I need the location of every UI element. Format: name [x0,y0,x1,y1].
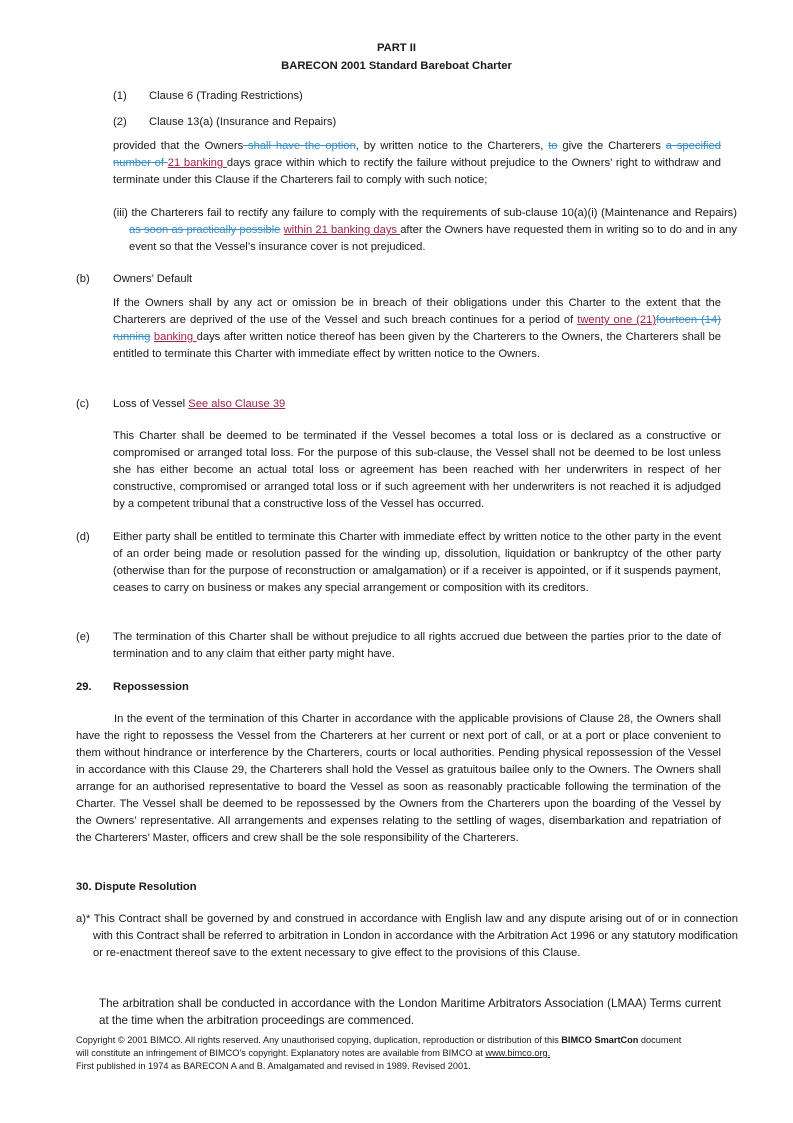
clause-29-body: In the event of the termination of this Charter in accordance with the applicable provisions of Clause 28, the Owners shall have the right to repossess the Vessel from the Charterers at her current or next port of call, or at a port or place convenient to them without hindrance or interference by the Charterers, courts or local authorities. Pending physical repossession of the Vessel in accordance with this Clause 29, the Charterers shall hold the Vessel as gratuitous bailee only to the Owners. The Owners shall arrange for an authorised representative to board the Vessel as soon as reasonably practicable following the termination of the Charter. The Vessel shall be deemed to be repossessed by the Owners from the Charterers upon the boarding of the Vessel by the Owners’ representative. All arrangements and expenses relating to the settling of wages, disembarkation and repatriation of the Charterers’ Master, officers and crew shall be the sole responsibility of the Charterers. [76,713,721,844]
clause-b-text-1: If the Owners shall by any act or omission be in breach of their obligations under this Charter to the extent that the Charterers are deprived of the use of the Vessel and such breach continues for a period of [113,297,721,326]
proviso-text-4: days grace within which to rectify the failure without prejudice to the Owners’ right to withdraw and terminate under this Clause if the Charterers fail to comply with such notice; [113,157,721,186]
deleted-text: as soon as practically possible [129,224,281,236]
footer-text: Copyright © 2001 BIMCO. All rights reserved. Any unauthorised copying, duplication, reproduction or distribution of this [76,1035,562,1045]
clause-b-heading: Owners’ Default [113,273,193,285]
deleted-text: to [548,140,558,152]
proviso-paragraph [113,138,721,189]
proviso-text-3: give the Charterers [557,140,666,152]
clause-b-text-3: days after written notice thereof has been given by the Charterers to the Owners, the Charterers shall be entitled to terminate this Charter with immediate effect by written notice to the Owners. [113,331,721,360]
page-title: BARECON 2001 Standard Bareboat Charter [281,60,512,72]
deleted-text: fourteen (14) running [113,314,721,343]
clause-c-body: This Charter shall be deemed to be terminated if the Vessel becomes a total loss or is declared as a constructive or compromised or arranged total loss. For the purpose of this sub-clause, the Vessel shall not be deemed to be lost unless she has either become an actual total loss or agreement has been reached with her underwriters in respect of her constructive, compromised or arranged total loss or if such agreement with her underwriters is not reached it is adjudged by a competent tribunal that a constructive loss of the Vessel has occurred. [113,430,721,510]
clause-30-a: a)* This Contract shall be governed by and construed in accordance with English law and any dispute arising out of or in connection with this Contract shall be referred to arbitration in London in accordance with the Arbitration Act 1996 or any statutory modification or re-enactment thereof save to the extent necessary to give effect to the provisions of this Clause. [76,913,738,959]
sub-iii-text-3: after the Owners have requested them in writing so to do and in any event so that the Vessel’s insurance cover is not prejudiced. [129,224,737,253]
sub-clause-iii [113,205,737,256]
clause-30-arbitration: The arbitration shall be conducted in accordance with the London Maritime Arbitrators Association (LMAA) Terms current at the time when the arbitration proceedings are commenced. [99,997,721,1027]
list-item-2-number: (2) [113,116,127,128]
clause-b-number: (b) [76,273,90,285]
clause-e-number: (e) [76,631,90,643]
bimco-website-link[interactable]: www.bimco.org. [485,1048,551,1058]
list-item-2-text: Clause 13(a) (Insurance and Repairs) [149,116,337,128]
deleted-text: shall have the option [243,140,356,152]
clause-30-heading: 30. Dispute Resolution [76,881,197,893]
clause-29-number: 29. [76,681,92,693]
inserted-text: 21 banking [167,157,227,169]
footer-line-3: First published in 1974 as BARECON A and B. Amalgamated and revised in 1989. Revised 2001. [76,1061,471,1071]
clause-b-body [113,295,721,363]
part-label: PART II [377,42,416,54]
proviso-text-1: provided that the Owners [113,140,244,152]
clause-d-number: (d) [76,531,90,543]
cross-reference-link[interactable]: See also Clause 39 [188,398,286,410]
clause-d-body: Either party shall be entitled to terminate this Charter with immediate effect by written notice to the other party in the event of an order being made or resolution passed for the winding up, dissolution, liquidation or bankruptcy of the other party (otherwise than for the purpose of reconstruction or amalgamation) or if a receiver is appointed, or if it suspends payment, ceases to carry on business or makes any special arrangement or composition with its creditors. [113,531,721,594]
footer-text: will constitute an infringement of BIMCO’s copyright. Explanatory notes are available from BIMCO at [76,1048,486,1058]
footer-line-2 [76,1047,736,1060]
footer-text: document [638,1035,682,1045]
product-name: BIMCO SmartCon [561,1035,639,1045]
copyright-footer [76,1034,736,1073]
clause-e-body: The termination of this Charter shall be without prejudice to all rights accrued due between the parties prior to the date of termination and to any claim that either party might have. [113,631,721,660]
sub-iii-text-1: (iii) the Charterers fail to rectify any failure to comply with the requirements of sub-clause 10(a)(i) (Maintenance and Repairs) [113,207,737,219]
proviso-text-2: , by written notice to the Charterers, [355,140,549,152]
clause-c-heading-text: Loss of Vessel [113,398,189,410]
footer-line-1 [76,1034,736,1047]
clause-29-heading: Repossession [113,681,189,693]
inserted-text: twenty one (21) [577,314,657,326]
list-item-1-text: Clause 6 (Trading Restrictions) [149,90,303,102]
inserted-text: banking [153,331,197,343]
inserted-text: within 21 banking days [283,224,401,236]
list-item-1-number: (1) [113,90,127,102]
clause-c-number: (c) [76,398,90,410]
clause-c-heading [113,396,285,413]
deleted-text: a specified number of [113,140,721,169]
